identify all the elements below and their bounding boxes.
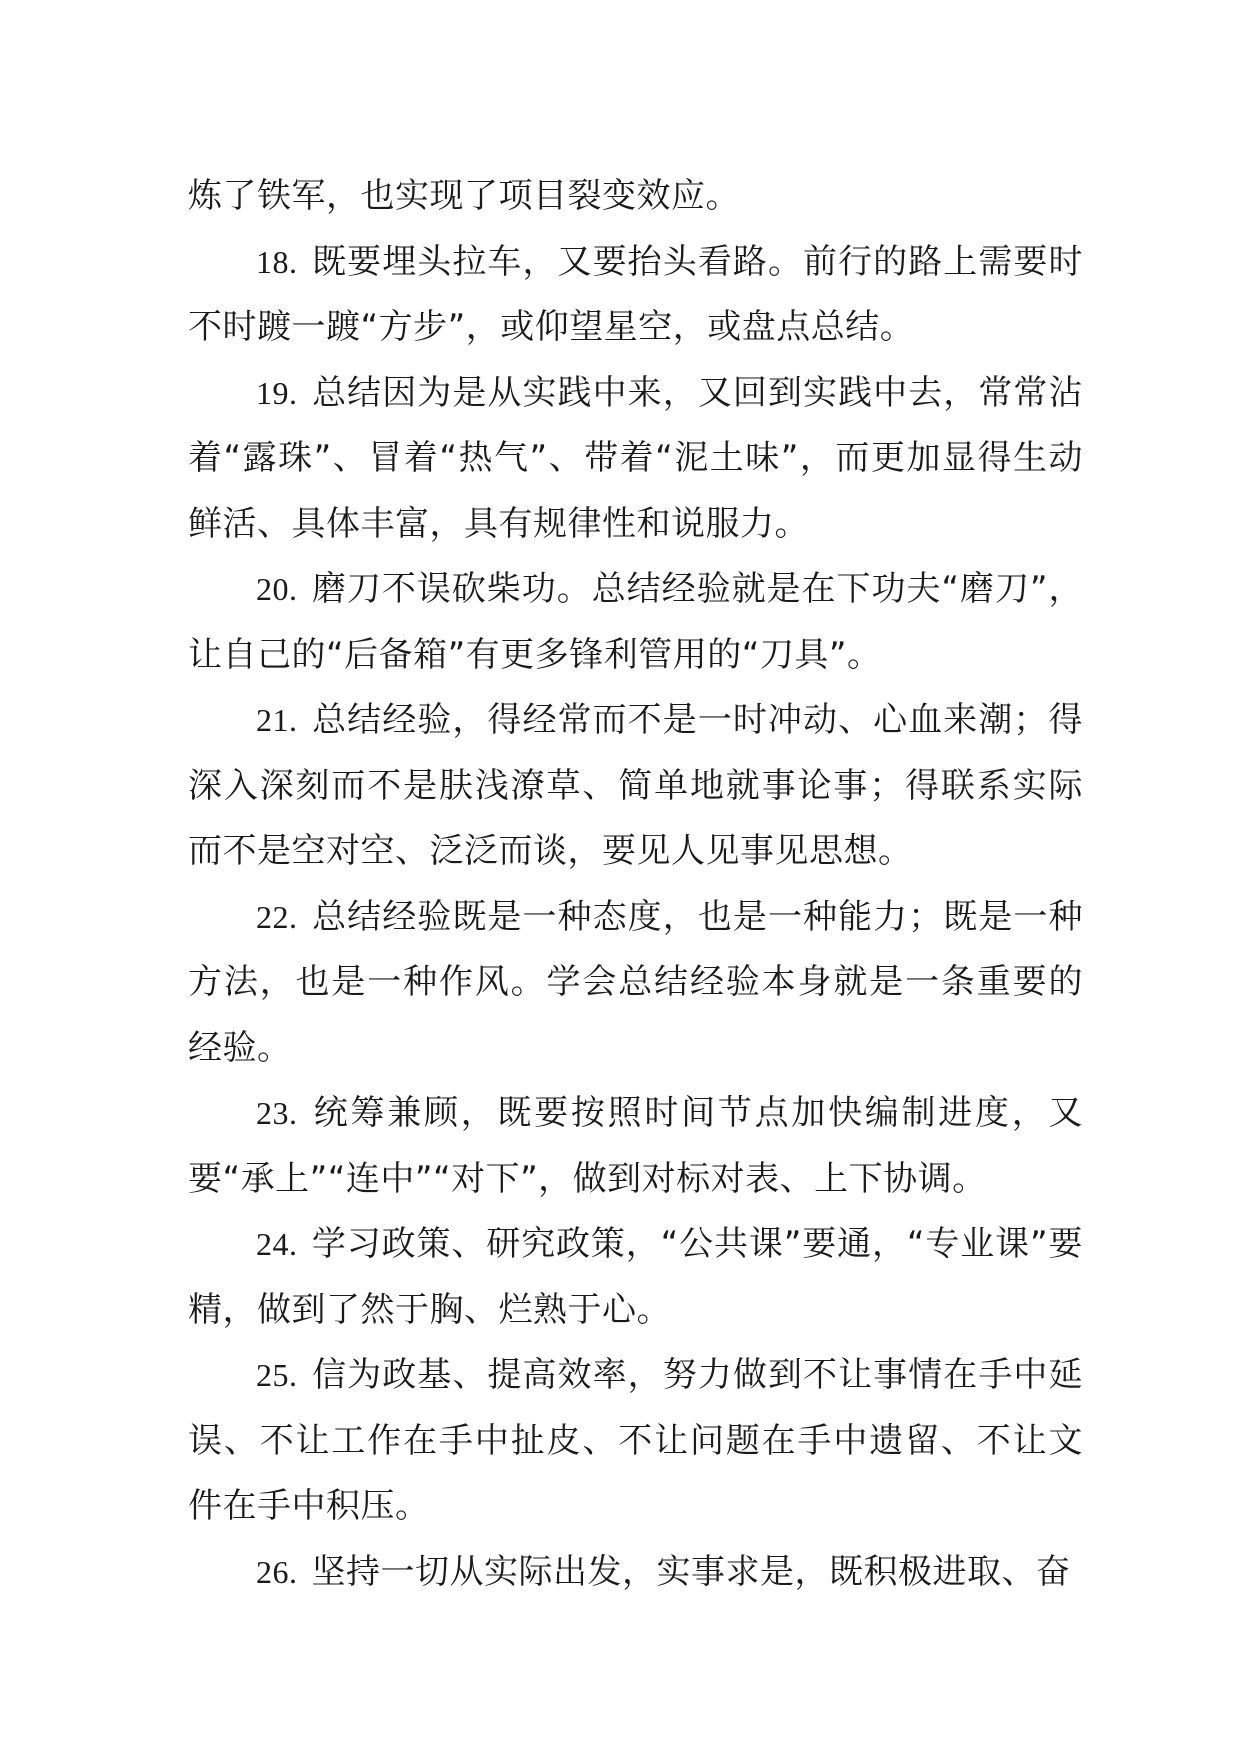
document-body — [188, 164, 1083, 1605]
paragraph-21 — [188, 688, 1083, 885]
paragraph-20 — [188, 557, 1083, 688]
paragraph-text: 既要埋头拉车，又要抬头看路。前行的路上需要时不时踱一踱“方步”，或仰望星空，或盘点总结。 — [188, 241, 1083, 347]
paragraph-number: 22. — [256, 898, 298, 935]
paragraph-26 — [188, 1540, 1083, 1606]
paragraph-number: 24. — [256, 1226, 298, 1262]
paragraph-23 — [188, 1081, 1083, 1212]
paragraph-number: 25. — [256, 1357, 298, 1393]
paragraph-text: 学习政策、研究政策，“公共课”要通，“专业课”要精，做到了然于胸、烂熟于心。 — [188, 1224, 1083, 1330]
paragraph-number: 23. — [256, 1095, 298, 1131]
paragraph-text: 炼了铁军，也实现了项目裂变效应。 — [188, 176, 740, 216]
paragraph-text: 总结经验既是一种态度，也是一种能力；既是一种方法，也是一种作风。学会总结经验本身就是一条重要的经验。 — [188, 896, 1083, 1068]
paragraph-25 — [188, 1343, 1083, 1540]
paragraph-text: 坚持一切从实际出发，实事求是，既积极进取、奋 — [311, 1551, 1071, 1592]
paragraph-18 — [188, 230, 1083, 361]
paragraph-number: 18. — [256, 243, 298, 280]
paragraph-number: 20. — [256, 571, 298, 607]
paragraph-number: 19. — [256, 374, 298, 411]
paragraph-text: 总结因为是从实践中来，又回到实践中去，常常沾着“露珠”、冒着“热气”、带着“泥土味”，而更加显得生动鲜活、具体丰富，具有规律性和说服力。 — [188, 372, 1083, 544]
paragraph-text: 信为政基、提高效率，努力做到不让事情在手中延误、不让工作在手中扯皮、不让问题在手中遗留、不让文件在手中积压。 — [188, 1355, 1083, 1526]
paragraph-24 — [188, 1212, 1083, 1343]
paragraph-text: 总结经验，得经常而不是一时冲动、心血来潮；得深入深刻而不是肤浅潦草、简单地就事论事；得联系实际而不是空对空、泛泛而谈，要见人见事见思想。 — [188, 700, 1083, 871]
paragraph-text: 统筹兼顾，既要按照时间节点加快编制进度，又要“承上”“连中”“对下”，做到对标对表、上下协调。 — [188, 1093, 1083, 1199]
paragraph-continuation — [188, 164, 1083, 230]
paragraph-19 — [188, 361, 1083, 558]
paragraph-text: 磨刀不误砍柴功。总结经验就是在下功夫“磨刀”，让自己的“后备箱”有更多锋利管用的“刀具”。 — [188, 569, 1083, 675]
paragraph-number: 26. — [256, 1553, 298, 1590]
paragraph-22 — [188, 885, 1083, 1082]
paragraph-number: 21. — [256, 702, 298, 738]
